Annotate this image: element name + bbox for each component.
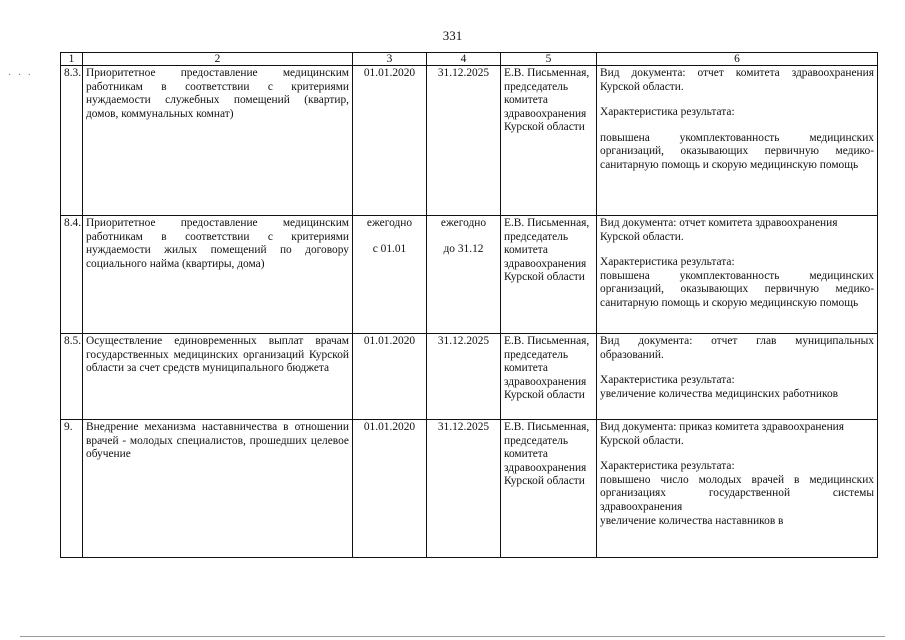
result-text: повышено число молодых врачей в медицинских организациях государственной системы здравоохранения [600,473,874,513]
row-number: 8.4. [61,216,83,334]
row-number: 8.3. [61,66,83,216]
result-cell [597,334,878,420]
result-cell [597,66,878,216]
result-label: Характеристика результата: [600,460,735,473]
header-cell: 3 [353,53,427,66]
responsible: Е.В. Письменная, председатель комитета здравоохранения Курской области [501,334,597,420]
result-text: повышена укомплектованность медицинских организаций, оказывающих первичную медико-санитарную помощь и скорую медицинскую помощь [600,131,874,171]
table-row [61,66,878,216]
start-date-line1: 01.01.2020 [363,421,416,433]
row-number: 9. [61,420,83,558]
header-cell: 5 [501,53,597,66]
result-text-continued: увеличение количества наставников в [600,514,784,527]
start-date-line1: 01.01.2020 [363,67,416,79]
doc-type: Вид документа: приказ комитета здравоохранения Курской области. [600,421,845,447]
start-date-line1: 01.01.2020 [363,335,416,347]
start-date [353,216,427,334]
row-number: 8.5. [61,334,83,420]
end-date [427,66,501,216]
measure-text: Внедрение механизма наставничества в отношении врачей - молодых специалистов, прошедших целевое обучение [83,420,353,558]
end-date [427,216,501,334]
doc-type: Вид документа: отчет глав муниципальных образований. [600,335,874,361]
start-date [353,66,427,216]
end-date [427,334,501,420]
start-date-line2: с 01.01 [372,242,407,255]
header-cell: 6 [597,53,878,66]
measure-text: Приоритетное предоставление медицинским работникам в соответствии с критериями нуждаемости жилых помещений по договору социального найма (квартиры, дома) [83,216,353,334]
end-date-line1: ежегодно [440,217,487,229]
result-cell [597,420,878,558]
end-date-line1: 31.12.2025 [437,421,490,433]
table-row [61,334,878,420]
page-edge-line [20,636,885,637]
end-date-line1: 31.12.2025 [437,335,490,347]
table-row [61,216,878,334]
table-row [61,420,878,558]
result-label: Характеристика результата: [600,106,735,119]
start-date [353,334,427,420]
end-date-line1: 31.12.2025 [437,67,490,79]
start-date [353,420,427,558]
measure-text: Приоритетное предоставление медицинским работникам в соответствии с критериями нуждаемости служебных помещений (квартир, домов, коммунальных комнат) [83,66,353,216]
end-date-line2: до 31.12 [443,242,484,255]
doc-type: Вид документа: отчет комитета здравоохранения Курской области. [600,217,838,243]
result-text: повышена укомплектованность медицинских организаций, оказывающих первичную медико-санитарную помощь и скорую медицинскую помощь [600,269,874,309]
doc-type: Вид документа: отчет комитета здравоохранения Курской области. [600,67,874,93]
responsible: Е.В. Письменная, председатель комитета здравоохранения Курской области [501,420,597,558]
measures-table [60,52,878,558]
result-cell [597,216,878,334]
header-cell: 1 [61,53,83,66]
responsible: Е.В. Письменная, председатель комитета здравоохранения Курской области [501,66,597,216]
result-label: Характеристика результата: [600,256,735,269]
result-text: увеличение количества медицинских работников [600,387,839,400]
measure-text: Осуществление единовременных выплат врачам государственных медицинских организаций Курской области за счет средств муниципального бюджета [83,334,353,420]
header-row [61,53,878,66]
responsible: Е.В. Письменная, председатель комитета здравоохранения Курской области [501,216,597,334]
header-cell: 4 [427,53,501,66]
header-cell: 2 [83,53,353,66]
end-date [427,420,501,558]
result-label: Характеристика результата: [600,374,735,387]
page-number: 331 [442,28,463,43]
start-date-line1: ежегодно [366,217,413,229]
margin-marks: · · · [8,70,33,81]
